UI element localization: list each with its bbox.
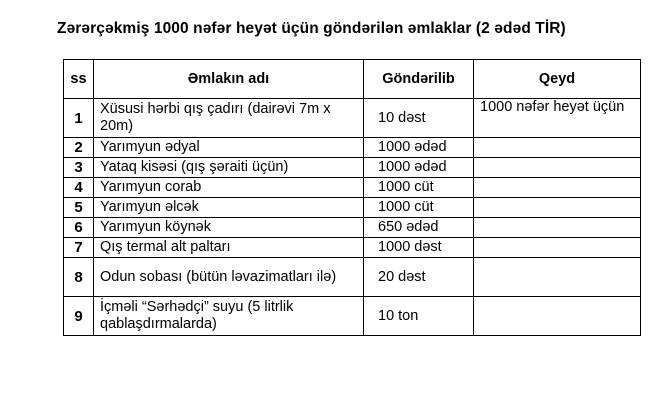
table-row [64, 218, 641, 238]
table-header-row [64, 60, 641, 99]
row-number: 4 [64, 178, 94, 198]
item-name: Yarımyun əlcək [94, 198, 364, 218]
table-row [64, 158, 641, 178]
header-ss: ss [64, 60, 94, 99]
table-row [64, 198, 641, 218]
sent-quantity: 1000 dəst [364, 238, 474, 258]
note [474, 198, 641, 218]
header-sent: Göndərilib [364, 60, 474, 99]
note [474, 138, 641, 158]
note [474, 218, 641, 238]
items-table [63, 59, 641, 336]
row-number: 5 [64, 198, 94, 218]
row-number: 6 [64, 218, 94, 238]
header-item-name: Əmlakın adı [94, 60, 364, 99]
sent-quantity: 650 ədəd [364, 218, 474, 238]
sent-quantity: 1000 ədəd [364, 138, 474, 158]
sent-quantity: 10 dəst [364, 99, 474, 138]
row-number: 3 [64, 158, 94, 178]
sent-quantity: 1000 cüt [364, 178, 474, 198]
item-name: Yarımyun köynək [94, 218, 364, 238]
table-row [64, 138, 641, 158]
document-title: Zərərçəkmiş 1000 nəfər heyət üçün göndərilən əmlaklar (2 ədəd TİR) [57, 20, 566, 37]
table-row [64, 238, 641, 258]
row-number: 9 [64, 297, 94, 336]
note [474, 158, 641, 178]
table-row [64, 258, 641, 297]
row-number: 2 [64, 138, 94, 158]
note [474, 178, 641, 198]
table-row [64, 297, 641, 336]
sent-quantity: 10 ton [364, 297, 474, 336]
note [474, 238, 641, 258]
table-row [64, 178, 641, 198]
note [474, 297, 641, 336]
table-row [64, 99, 641, 138]
sent-quantity: 20 dəst [364, 258, 474, 297]
item-name: İçməli “Sərhədçi” suyu (5 litrlik qablaşdırmalarda) [94, 297, 364, 336]
row-number: 1 [64, 99, 94, 138]
item-name: Xüsusi hərbi qış çadırı (dairəvi 7m x 20m) [94, 99, 364, 138]
note [474, 258, 641, 297]
item-name: Yataq kisəsi (qış şəraiti üçün) [94, 158, 364, 178]
header-note: Qeyd [474, 60, 641, 99]
item-name: Yarımyun ədyal [94, 138, 364, 158]
item-name: Odun sobası (bütün ləvazimatları ilə) [94, 258, 364, 297]
row-number: 7 [64, 238, 94, 258]
item-name: Yarımyun corab [94, 178, 364, 198]
item-name: Qış termal alt paltarı [94, 238, 364, 258]
note: 1000 nəfər heyət üçün [474, 99, 641, 138]
sent-quantity: 1000 ədəd [364, 158, 474, 178]
row-number: 8 [64, 258, 94, 297]
sent-quantity: 1000 cüt [364, 198, 474, 218]
